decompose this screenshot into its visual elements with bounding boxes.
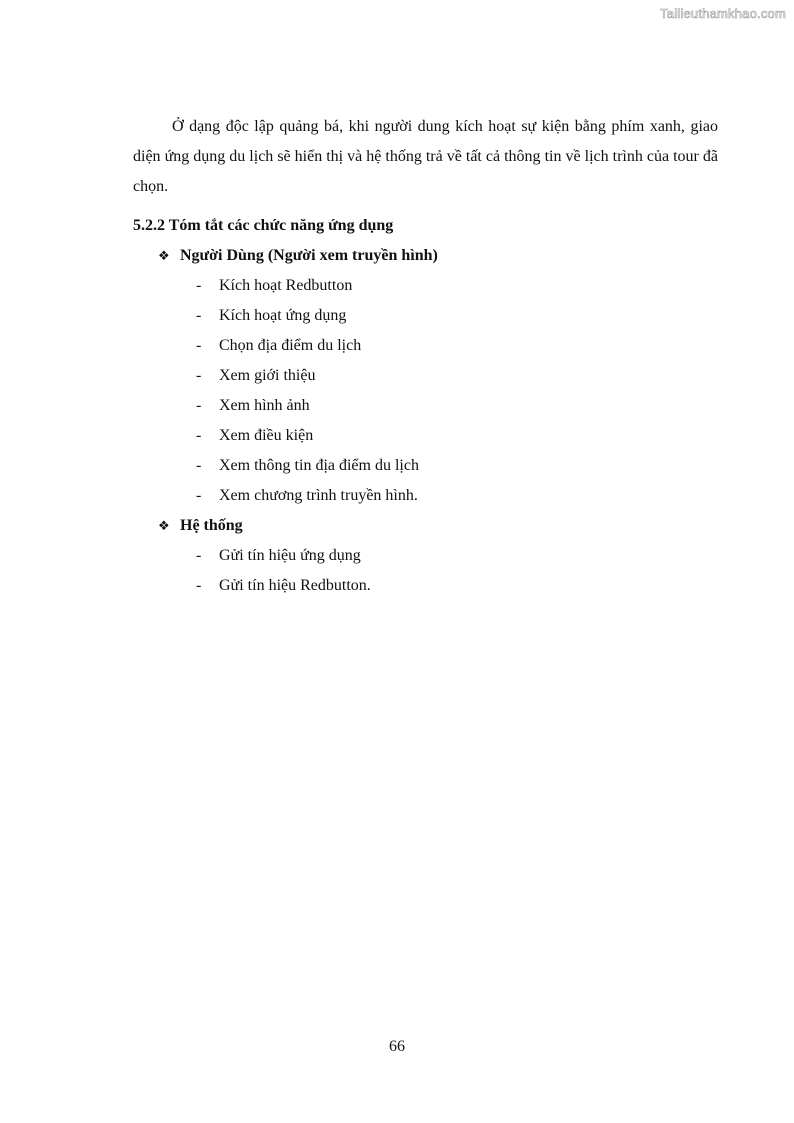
dash-marker: - <box>196 367 202 384</box>
section-title-users <box>133 241 718 271</box>
section-title-system <box>133 511 718 541</box>
dash-marker: - <box>196 277 202 294</box>
page-number: 66 <box>389 1038 405 1055</box>
diamond-bullet-icon: ❖ <box>158 518 170 533</box>
dash-marker: - <box>196 397 202 414</box>
list-item-text: Xem chương trình truyền hình. <box>219 487 418 504</box>
intro-paragraph: Ở dạng độc lập quảng bá, khi người dung kích hoạt sự kiện bằng phím xanh, giao diện ứng dụng du lịch sẽ hiển thị và hệ thống trả về tất cả thông tin về lịch trình của tour đã chọn. <box>133 118 718 195</box>
list-item-text: Gửi tín hiệu ứng dụng <box>219 547 361 564</box>
watermark: Tailieuthamkhao.com <box>660 6 786 21</box>
list-item-text: Kích hoạt Redbutton <box>219 277 353 294</box>
dash-marker: - <box>196 337 202 354</box>
dash-marker: - <box>196 427 202 444</box>
list-item-text: Xem điều kiện <box>219 427 314 444</box>
list-item <box>133 571 718 601</box>
dash-marker: - <box>196 577 202 594</box>
list-item <box>133 481 718 511</box>
list-item-text: Chọn địa điểm du lịch <box>219 337 362 354</box>
list-item-text: Kích hoạt ứng dụng <box>219 307 347 324</box>
list-item <box>133 541 718 571</box>
list-item-text: Xem hình ảnh <box>219 397 310 414</box>
list-item <box>133 331 718 361</box>
section-system <box>133 511 718 601</box>
section-title-text: Người Dùng (Người xem truyền hình) <box>180 247 438 264</box>
dash-marker: - <box>196 487 202 504</box>
user-functions-list <box>133 271 718 511</box>
section-title-text: Hệ thống <box>180 517 243 534</box>
dash-marker: - <box>196 307 202 324</box>
list-item <box>133 301 718 331</box>
list-item <box>133 421 718 451</box>
list-item-text: Xem thông tin địa điểm du lịch <box>219 457 419 474</box>
dash-marker: - <box>196 547 202 564</box>
diamond-bullet-icon: ❖ <box>158 248 170 263</box>
section-users <box>133 241 718 511</box>
list-item <box>133 451 718 481</box>
dash-marker: - <box>196 457 202 474</box>
page-content <box>133 112 718 601</box>
list-item <box>133 391 718 421</box>
section-heading: 5.2.2 Tóm tắt các chức năng ứng dụng <box>133 217 394 234</box>
list-item <box>133 271 718 301</box>
list-item <box>133 361 718 391</box>
system-functions-list <box>133 541 718 601</box>
list-item-text: Xem giới thiệu <box>219 367 316 384</box>
list-item-text: Gửi tín hiệu Redbutton. <box>219 577 371 594</box>
